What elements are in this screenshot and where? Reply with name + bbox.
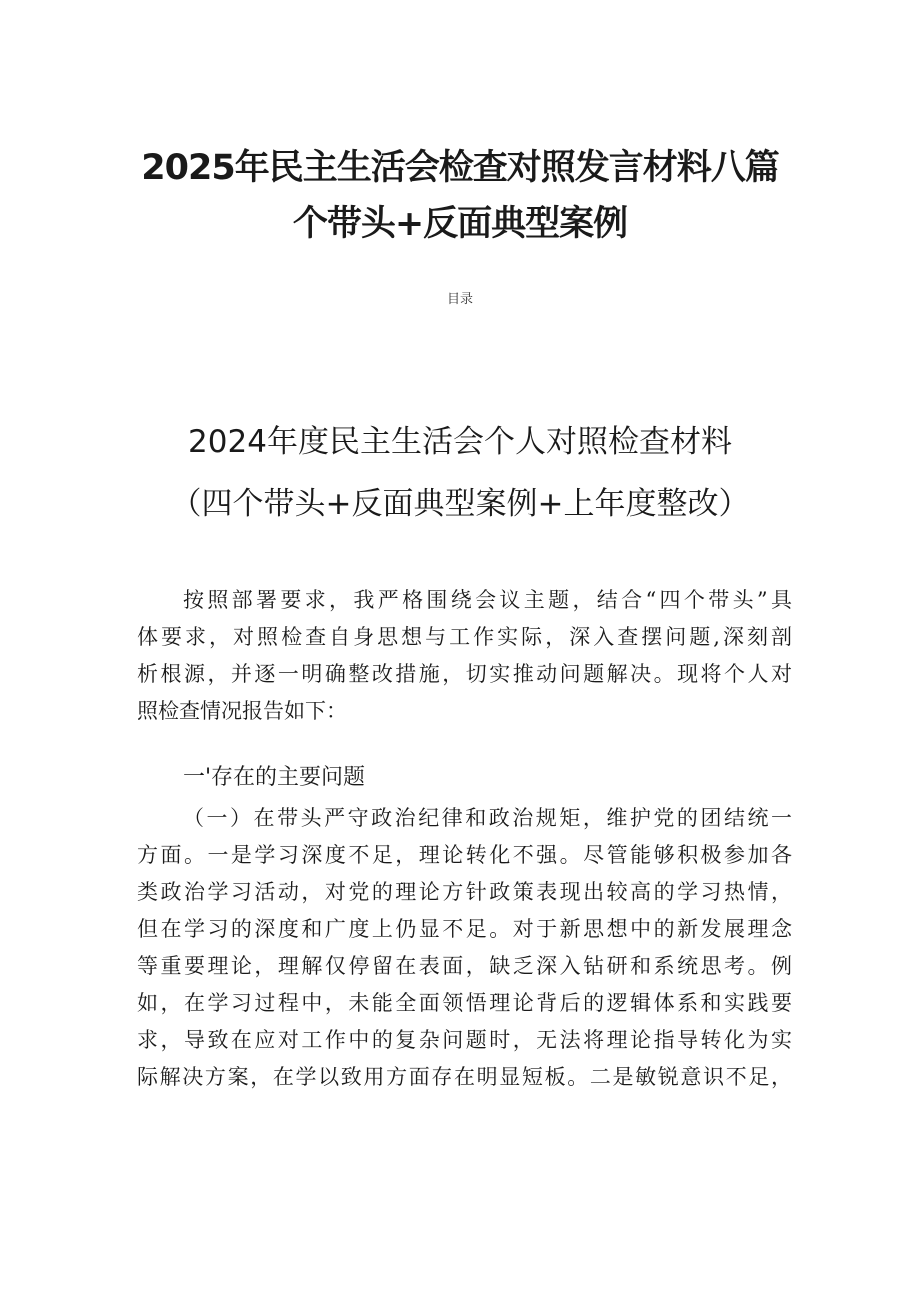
intro-paragraph <box>137 582 792 730</box>
paragraph-line: 求，导致在应对工作中的复杂问题时，无法将理论指导转化为实 <box>137 1028 792 1052</box>
section-heading: 一'存在的主要问题 <box>183 765 366 790</box>
paragraph-line: 方面。一是学习深度不足，理论转化不强。尽管能够积极参加各 <box>137 843 792 867</box>
paragraph-line: 析根源，并逐一明确整改措施，切实推动问题解决。现将个人对 <box>137 662 792 686</box>
paragraph-line: 体要求，对照检查自身思想与工作实际，深入查摆问题,深刻剖 <box>137 625 792 649</box>
paragraph-line: （一）在带头严守政治纪律和政治规矩，维护党的团结统一 <box>183 806 792 830</box>
paragraph-line: 类政治学习活动，对党的理论方针政策表现出较高的学习热情， <box>137 880 792 904</box>
paragraph-line: 照检查情况报告如下： <box>137 699 347 723</box>
paragraph-line: 如，在学习过程中，未能全面领悟理论背后的逻辑体系和实践要 <box>137 991 792 1015</box>
section-title-line-1: 2024年度民主生活会个人对照检查材料 <box>188 424 732 460</box>
paragraph-line: 但在学习的深度和广度上仍显不足。对于新思想中的新发展理念 <box>137 917 792 941</box>
section-title-line-2: （四个带头+反面典型案例+上年度整改） <box>170 486 750 522</box>
document-title-line-1: 2025年民主生活会检查对照发言材料八篇 <box>141 148 779 188</box>
paragraph-line: 按照部署要求，我严格围绕会议主题，结合“四个带头”具 <box>183 588 792 612</box>
paragraph-line: 等重要理论，理解仅停留在表面，缺乏深入钻研和系统思考。例 <box>137 954 792 978</box>
paragraph-line: 际解决方案，在学以致用方面存在明显短板。二是敏锐意识不足， <box>137 1065 792 1089</box>
document-title-line-2: 个带头+反面典型案例 <box>292 204 628 244</box>
problem-paragraph <box>137 800 792 1096</box>
table-of-contents-label: 目录 <box>446 292 473 307</box>
